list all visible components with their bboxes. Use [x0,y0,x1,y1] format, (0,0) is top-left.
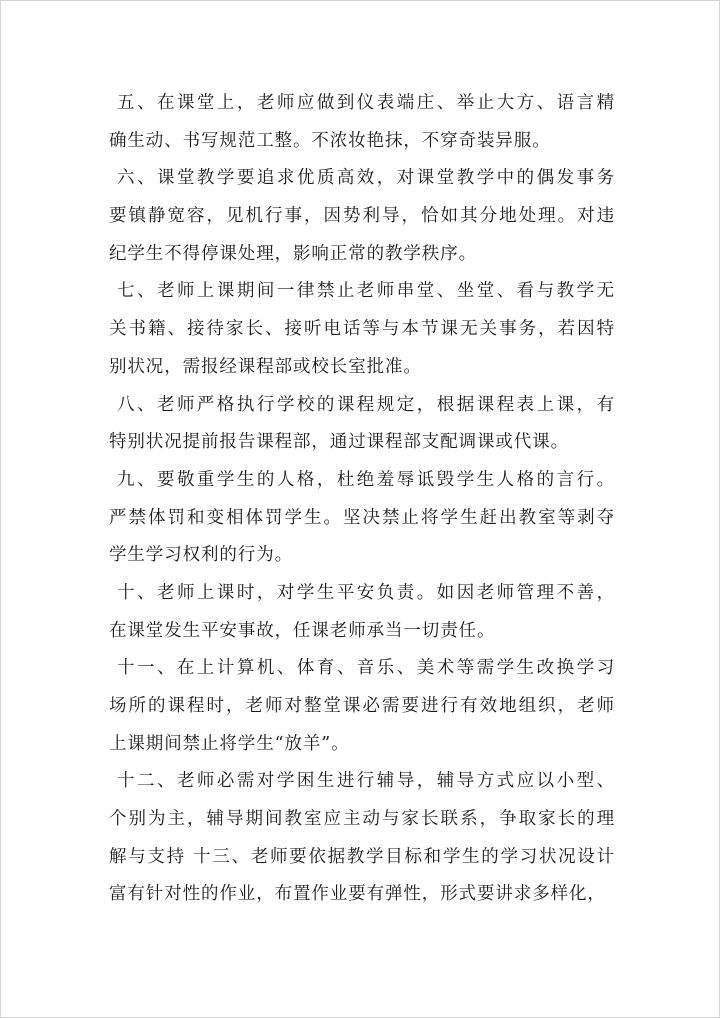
text-line: 解与支持 十三、老师要依据教学目标和学生的学习状况设计 [109,846,615,867]
text-line: 别状况，需报经课程部或校长室批准。 [109,356,422,377]
text-line: 八、老师严格执行学校的课程规定，根据课程表上课，有 [117,394,615,415]
text-line: 关书籍、接待家长、接听电话等与本节课无关事务，若因特 [109,319,615,340]
text-line: 学生学习权利的行为。 [109,545,293,566]
text-line: 严禁体罚和变相体罚学生。坚决禁止将学生赶出教室等剥夺 [109,507,615,528]
text-line: 特别状况提前报告课程部，通过课程部支配调课或代课。 [109,432,569,453]
text-line: 上课期间禁止将学生“放羊”。 [109,733,350,754]
text-line: 十、老师上课时，对学生平安负责。如因老师管理不善， [117,582,615,603]
text-line: 要镇静宽容，见机行事，因势利导，恰如其分地处理。对违 [109,206,615,227]
text-line: 七、老师上课期间一律禁止老师串堂、坐堂、看与教学无 [117,281,615,302]
text-line: 在课堂发生平安事故，任课老师承当一切责任。 [109,620,496,641]
text-line: 个别为主，辅导期间教室应主动与家长联系，争取家长的理 [109,809,615,830]
text-line: 场所的课程时，老师对整堂课必需要进行有效地组织，老师 [109,696,615,716]
text-line: 九、要敬重学生的人格，杜绝羞辱诋毁学生人格的言行。 [117,469,615,490]
text-line: 六、课堂教学要追求优质高效，对课堂教学中的偶发事务 [117,168,615,189]
text-line: 纪学生不得停课处理，影响正常的教学秩序。 [109,243,477,264]
document-body [109,85,615,914]
text-line: 富有针对性的作业，布置作业要有弹性，形式要讲求多样化， [109,884,606,905]
text-line: 五、在课堂上，老师应做到仪表端庄、举止大方、语言精 [117,93,615,113]
text-line: 十一、在上计算机、体育、音乐、美术等需学生改换学习 [117,658,615,679]
text-line: 确生动、书写规范工整。不浓妆艳抹，不穿奇装异服。 [109,130,551,151]
text-line: 十二、老师必需对学困生进行辅导，辅导方式应以小型、 [117,771,615,792]
